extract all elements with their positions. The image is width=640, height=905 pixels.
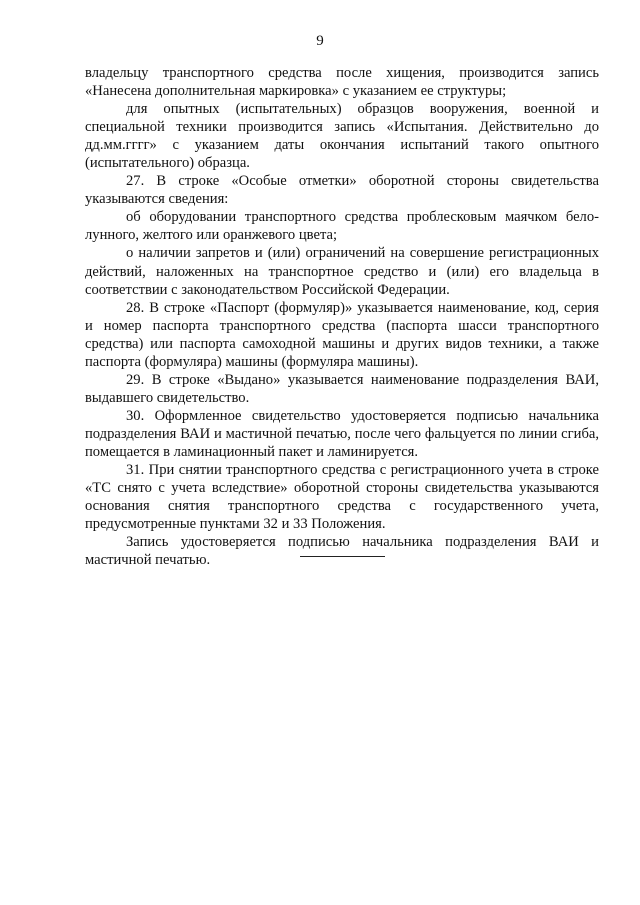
end-separator-line	[300, 556, 385, 557]
paragraph-beacon-equipment: об оборудовании транспортного средства проблесковым маячком бело-лунного, желтого или оранжевого цвета;	[85, 209, 599, 244]
paragraph-test-samples: для опытных (испытательных) образцов вооружения, военной и специальной техники производится запись «Испытания. Действительно до дд.мм.гггг» с указанием даты окончания испытаний такого опытного (испытательного) образца.	[85, 101, 599, 172]
paragraph-restrictions: о наличии запретов и (или) ограничений на совершение регистрационных действий, наложенных на транспортное средство и (или) его владельца в соответствии с законодательством Российской Федерации.	[85, 245, 599, 298]
document-body	[85, 64, 599, 569]
paragraph-31-deregistration: 31. При снятии транспортного средства с регистрационного учета в строке «ТС снято с учета вследствие» оборотной стороны свидетельства указываются основания снятия транспортного средства с государственного учета, предусмотренные пунктами 32 и 33 Положения.	[85, 462, 599, 533]
paragraph-marking-continuation: владельцу транспортного средства после хищения, производится запись «Нанесена дополнительная маркировка» с указанием ее структуры;	[85, 65, 599, 100]
page-number: 9	[316, 33, 324, 49]
paragraph-30-certification: 30. Оформленное свидетельство удостоверяется подписью начальника подразделения ВАИ и мастичной печатью, после чего фальцуется по линии сгиба, помещается в ламинационный пакет и ламинируется.	[85, 407, 599, 460]
paragraph-29-issued-by: 29. В строке «Выдано» указывается наименование подразделения ВАИ, выдавшего свидетельство.	[85, 371, 599, 406]
paragraph-record-certification: Запись удостоверяется подписью начальника подразделения ВАИ и мастичной печатью.	[85, 534, 599, 569]
paragraph-27-special-marks: 27. В строке «Особые отметки» оборотной стороны свидетельства указываются сведения:	[85, 173, 599, 208]
paragraph-28-passport: 28. В строке «Паспорт (формуляр)» указывается наименование, код, серия и номер паспорта транспортного средства (паспорта шасси транспортного средства) или паспорта самоходной машины и других видов техники, а также паспорта (формуляра) машины (формуляра машины).	[85, 299, 599, 370]
